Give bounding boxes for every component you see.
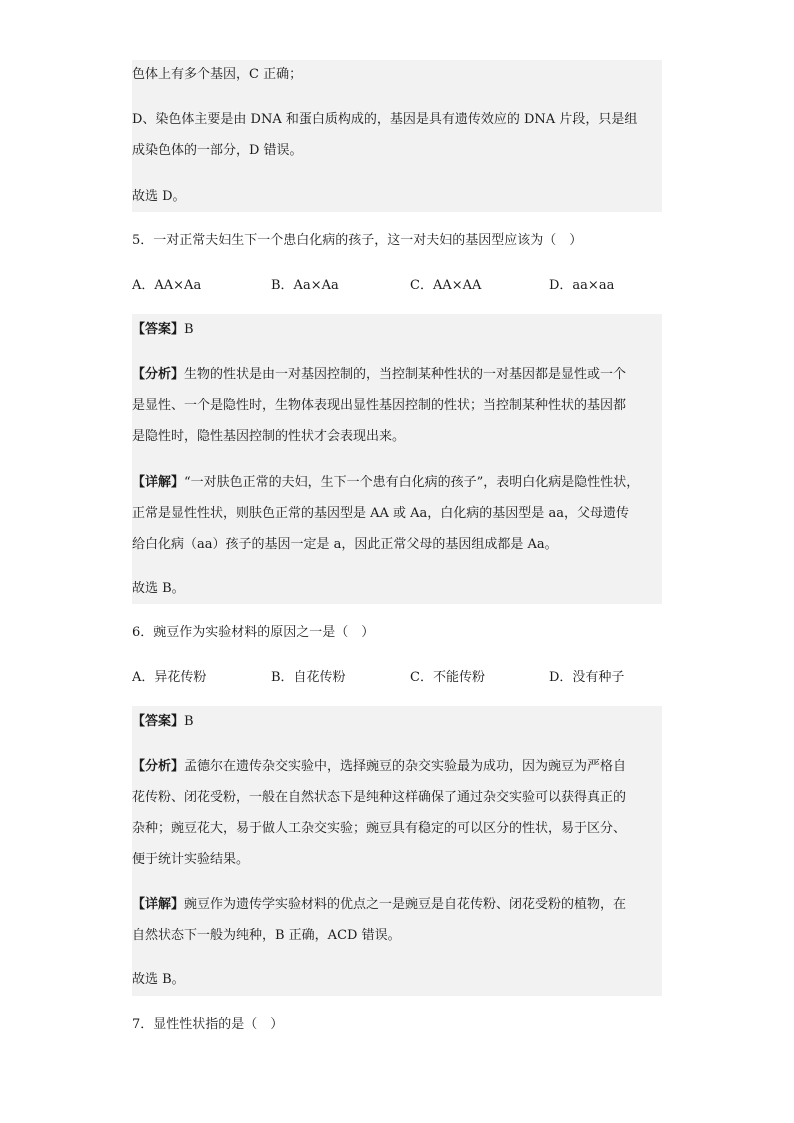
q5-option-d: D．aa×aa — [549, 278, 615, 293]
q5-analysis-line2: 是显性、一个是隐性时，生物体表现出显性基因控制的性状；当控制某种性状的基因都 — [132, 398, 627, 413]
q5-analysis-label: 【分析】 — [132, 367, 185, 382]
q6-conclusion: 故选 B。 — [132, 972, 185, 987]
q6-detail-line1 — [132, 896, 626, 914]
q6-analysis-line1 — [132, 758, 626, 776]
q5-detail-line1 — [132, 474, 639, 492]
q5-option-a: A．AA×Aa — [132, 278, 202, 293]
q6-analysis-line2: 花传粉、闭花受粉，一般在自然状态下是纯种这样确保了通过杂交实验可以获得真正的 — [132, 790, 627, 805]
q6-option-b: B．自花传粉 — [271, 670, 346, 685]
q5-analysis-line3: 是隐性时，隐性基因控制的性状才会表现出来。 — [132, 429, 406, 444]
q5-answer-value: B — [184, 322, 194, 337]
q7-stem: 7．显性性状指的是（ ） — [132, 1017, 284, 1032]
q6-detail-line2: 自然状态下一般为纯种，B 正确，ACD 错误。 — [132, 928, 401, 943]
prev-conclusion: 故选 D。 — [132, 189, 186, 204]
q5-conclusion: 故选 B。 — [132, 581, 185, 596]
q6-answer-label: 【答案】 — [132, 714, 185, 729]
prev-d-line1: D、染色体主要是由 DNA 和蛋白质构成的，基因是具有遗传效应的 DNA 片段，只是组 — [132, 112, 638, 127]
q6-analysis-label: 【分析】 — [132, 759, 185, 774]
q5-analysis-line1 — [132, 366, 626, 384]
q5-option-c: C．AA×AA — [410, 278, 482, 293]
q6-stem: 6．豌豆作为实验材料的原因之一是（ ） — [132, 625, 375, 640]
q5-answer-label: 【答案】 — [132, 322, 185, 337]
q6-analysis-text1: 孟德尔在遗传杂交实验中，选择豌豆的杂交实验最为成功，因为豌豆为严格自 — [184, 759, 627, 774]
q6-answer — [132, 713, 194, 731]
q5-option-b: B．Aa×Aa — [271, 278, 339, 293]
q5-detail-text1: “一对肤色正常的夫妇，生下一个患有白化病的孩子”，表明白化病是隐性性状， — [184, 475, 640, 490]
q6-detail-label: 【详解】 — [132, 897, 185, 912]
q6-analysis-line4: 便于统计实验结果。 — [132, 852, 250, 867]
q6-option-c: C．不能传粉 — [410, 670, 485, 685]
q6-option-d: D．没有种子 — [549, 670, 625, 685]
q6-analysis-line3: 杂种；豌豆花大，易于做人工杂交实验；豌豆具有稳定的可以区分的性状，易于区分、 — [132, 821, 627, 836]
q6-option-a: A．异花传粉 — [132, 670, 207, 685]
q6-answer-value: B — [184, 714, 194, 729]
prev-d-line2: 成染色体的一部分，D 错误。 — [132, 143, 303, 158]
q5-answer — [132, 321, 194, 339]
q6-detail-text1: 豌豆作为遗传学实验材料的优点之一是豌豆是自花传粉、闭花受粉的植物，在 — [184, 897, 627, 912]
q5-detail-label: 【详解】 — [132, 475, 185, 490]
q5-detail-line3: 给白化病（aa）孩子的基因一定是 a，因此正常父母的基因组成都是 Aa。 — [132, 537, 558, 552]
q5-detail-line2: 正常是显性性状，则肤色正常的基因型是 AA 或 Aa，白化病的基因型是 aa，父母遗传 — [132, 506, 629, 521]
q5-solution-block — [132, 314, 662, 604]
prev-c-tail: 色体上有多个基因，C 正确； — [132, 67, 303, 82]
q5-stem: 5．一对正常夫妇生下一个患白化病的孩子，这一对夫妇的基因型应该为（ ） — [132, 233, 583, 248]
q5-analysis-text1: 生物的性状是由一对基因控制的，当控制某种性状的一对基因都是显性或一个 — [184, 367, 627, 382]
